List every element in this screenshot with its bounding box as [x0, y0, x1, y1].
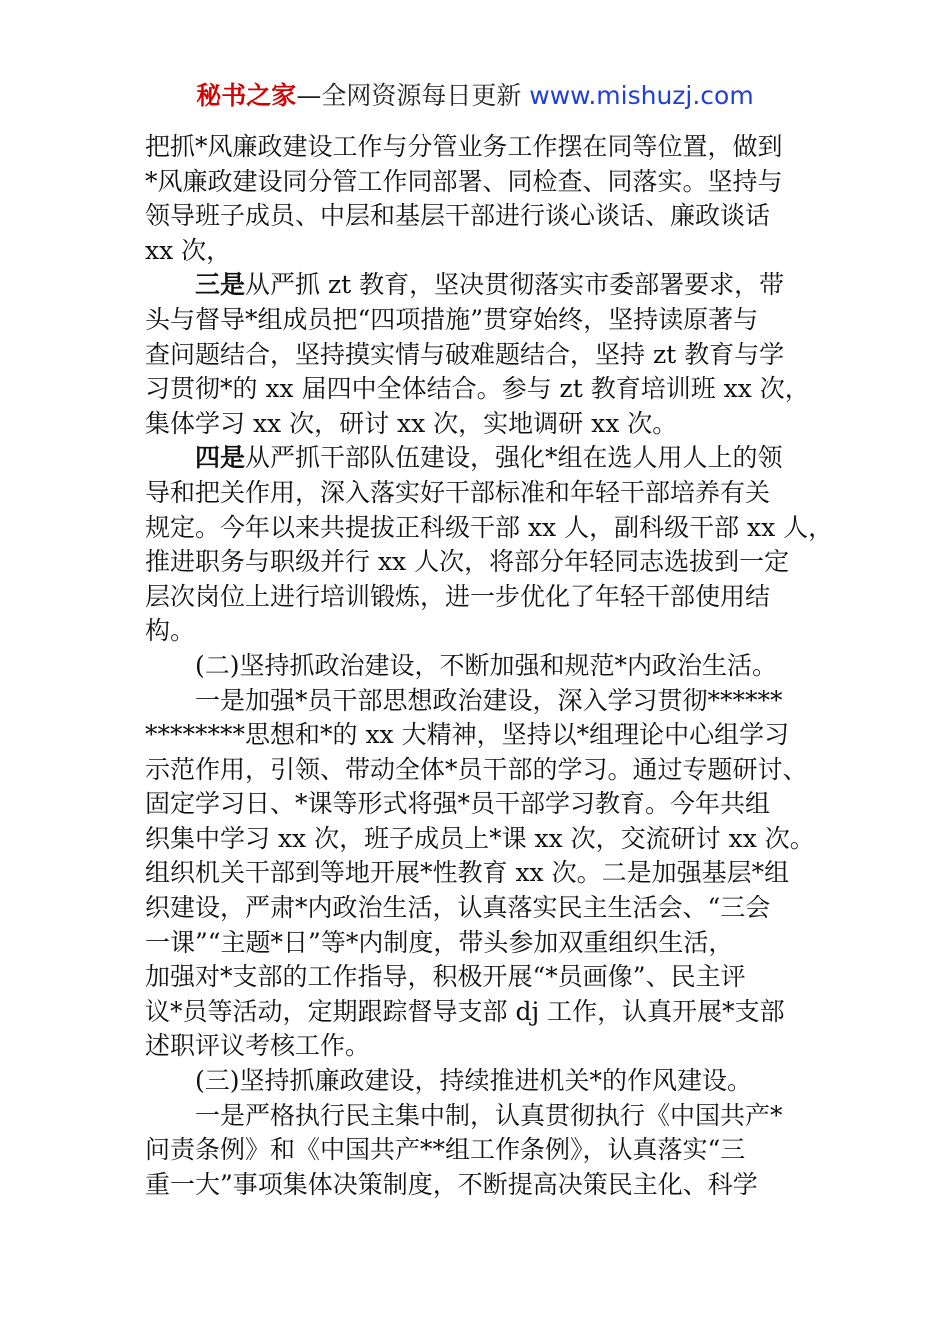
- text-line: 示范作用，引领、带动全体*员干部的学习。通过专题研讨、: [145, 754, 808, 784]
- site-url-link[interactable]: www.mishuzj.com: [529, 81, 754, 110]
- text-line: 织集中学习 xx 次，班子成员上*课 xx 次，交流研讨 xx 次。: [145, 823, 815, 853]
- text-line: (二)坚持抓政治建设，不断加强和规范*内政治生活。: [195, 650, 778, 680]
- text-line: 织建设，严肃*内政治生活，认真落实民主生活会、“三会: [145, 893, 771, 923]
- section-heading-2: [145, 649, 810, 684]
- text-line: 构。: [145, 616, 196, 646]
- text-line: 把抓*风廉政建设工作与分管业务工作摆在同等位置，做到: [145, 132, 783, 161]
- text-line: ********思想和*的 xx 大精神，坚持以*组理论中心组学习: [145, 720, 790, 750]
- text-line: 推进职务与职级并行 xx 人次，将部分年轻同志选拔到一定: [145, 547, 790, 577]
- text-line: 组织机关干部到等地开展*性教育 xx 次。二是加强基层*组: [145, 858, 790, 888]
- text-run: 从严抓干部队伍建设，强化*组在选人用人上的领: [245, 443, 783, 473]
- text-line: 一是加强*员干部思想政治建设，深入学习贯彻******: [195, 685, 783, 715]
- brand-name: 秘书之家: [196, 81, 297, 110]
- text-line: 述职评议考核工作。: [145, 1031, 371, 1061]
- paragraph-lead: 四是: [195, 443, 246, 473]
- text-line: [145, 441, 810, 476]
- text-line: *风廉政建设同分管工作同部署、同检查、同落实。坚持与: [145, 166, 783, 196]
- paragraph-1: [145, 130, 810, 268]
- text-line: (三)坚持抓廉政建设，持续推进机关*的作风建设。: [195, 1066, 753, 1096]
- paragraph-lead: 三是: [195, 270, 246, 300]
- text-line: 查问题结合，坚持摸实情与破难题结合，坚持 zt 教育与学: [145, 339, 785, 369]
- text-line: 固定学习日、*课等形式将强*员干部学习教育。今年共组: [145, 789, 771, 819]
- text-line: 领导班子成员、中层和基层干部进行谈心谈话、廉政谈话: [145, 201, 771, 231]
- text-line: 集体学习 xx 次，研讨 xx 次，实地调研 xx 次。: [145, 408, 678, 438]
- text-line: 习贯彻*的 xx 届四中全体结合。参与 zt 教育培训班 xx 次，: [145, 374, 810, 404]
- paragraph-2: [145, 268, 810, 441]
- document-body: [145, 130, 834, 1202]
- text-line: [145, 268, 810, 303]
- text-line: 层次岗位上进行培训锻炼，进一步优化了年轻干部使用结: [145, 581, 771, 611]
- text-line: 重一大”事项集体决策制度，不断提高决策民主化、科学: [145, 1169, 758, 1199]
- header-tagline: 全网资源每日更新: [321, 81, 522, 110]
- text-line: 问责条例》和《中国共产**组工作条例》，认真落实“三: [145, 1135, 746, 1165]
- text-run: 从严抓 zt 教育，坚决贯彻落实市委部署要求，带: [245, 270, 785, 300]
- paragraph-3: [145, 441, 834, 649]
- text-line: xx 次，: [145, 235, 232, 265]
- header-separator: —: [296, 81, 322, 110]
- paragraph-5: [145, 684, 815, 1065]
- text-line: 头与督导*组成员把“四项措施”贯穿始终，坚持读原著与: [145, 304, 759, 334]
- site-header: [0, 78, 950, 114]
- text-line: 一课”“主题*日”等*内制度，带头参加双重组织生活，: [145, 927, 734, 957]
- text-line: 一是严格执行民主集中制，认真贯彻执行《中国共产*: [195, 1100, 783, 1130]
- text-line: 加强对*支部的工作指导，积极开展“*员画像”、民主评: [145, 962, 746, 992]
- text-line: 规定。今年以来共提拔正科级干部 xx 人，副科级干部 xx 人，: [145, 512, 834, 542]
- text-line: 导和把关作用，深入落实好干部标准和年轻干部培养有关: [145, 477, 771, 507]
- text-line: 议*员等活动，定期跟踪督导支部 dj 工作，认真开展*支部: [145, 996, 785, 1026]
- paragraph-7: [145, 1099, 810, 1203]
- section-heading-3: [145, 1064, 810, 1099]
